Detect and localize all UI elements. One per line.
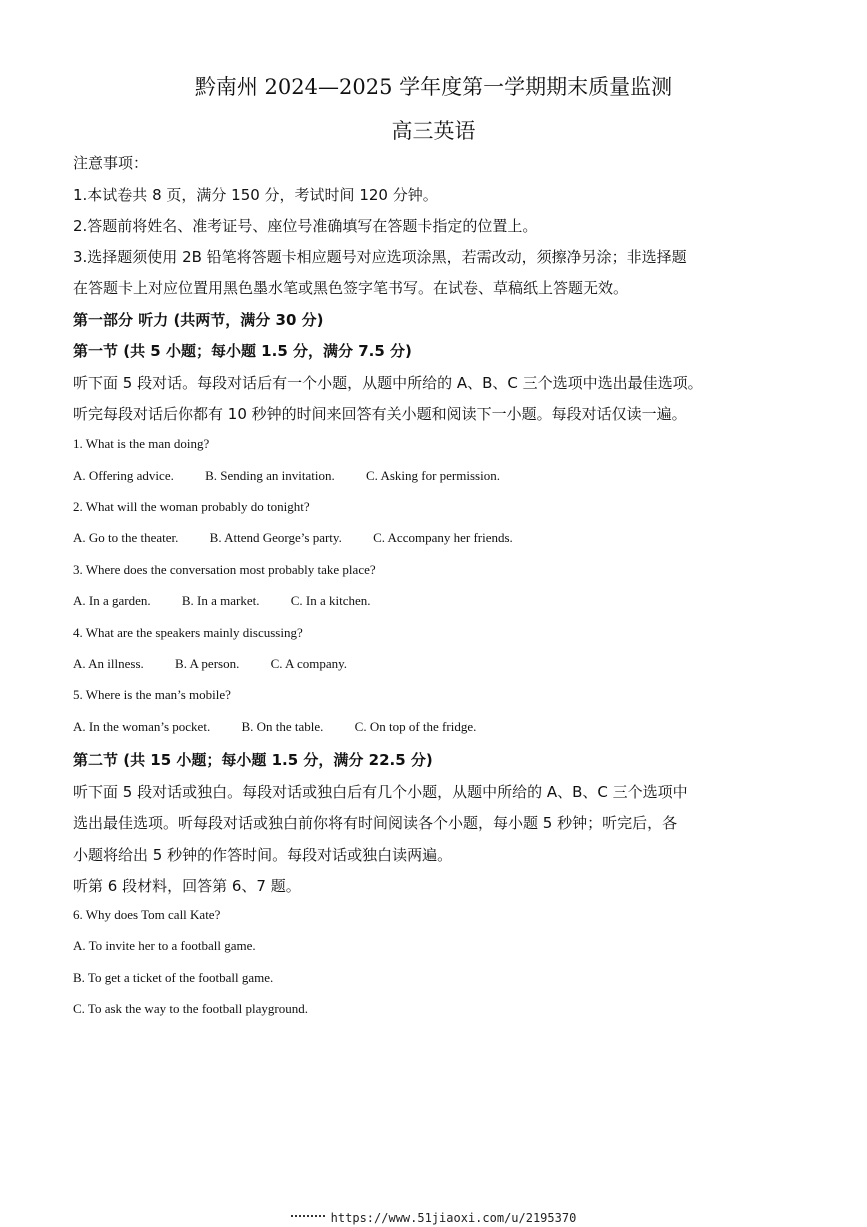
material-heading: 听第 6 段材料，回答第 6、7 题。	[73, 877, 301, 895]
option-a: A. Offering advice.	[73, 468, 174, 483]
option-a: A. In the woman’s pocket.	[73, 719, 211, 734]
section1-heading: 第一节 (共 5 小题；每小题 1.5 分，满分 7.5 分)	[73, 342, 412, 360]
question-5: 5. Where is the man’s mobile?	[73, 687, 231, 702]
option-c: C. Accompany her friends.	[373, 530, 513, 545]
option-c: C. In a kitchen.	[290, 593, 371, 608]
option-a: A. Go to the theater.	[73, 530, 179, 545]
section2-heading: 第二节 (共 15 小题；每小题 1.5 分，满分 22.5 分)	[73, 751, 433, 769]
exam-subject: 高三英语	[391, 119, 476, 143]
option-c: C. Asking for permission.	[365, 468, 500, 483]
question-5-options	[73, 719, 476, 735]
question-6: 6. Why does Tom call Kate?	[73, 907, 221, 922]
option-b: B. A person.	[175, 656, 240, 671]
exam-title: 黔南州 2024—2025 学年度第一学期期末质量监测	[194, 75, 673, 99]
question-3-options	[73, 593, 371, 609]
question-6-option-a: A. To invite her to a football game.	[73, 938, 256, 953]
section1-instruction-1: 听下面 5 段对话。每段对话后有一个小题，从题中所给的 A、B、C 三个选项中选出最佳选项。	[73, 374, 703, 392]
notice-heading: 注意事项：	[73, 154, 149, 172]
option-a: A. An illness.	[73, 656, 144, 671]
question-6-option-c: C. To ask the way to the football playground.	[73, 1001, 308, 1016]
part1-heading: 第一部分 听力 (共两节，满分 30 分)	[73, 311, 324, 329]
footer	[0, 1211, 867, 1225]
question-6-option-b: B. To get a ticket of the football game.	[73, 970, 274, 985]
notice-item-1: 1.本试卷共 8 页，满分 150 分，考试时间 120 分钟。	[73, 186, 438, 204]
option-c: C. On top of the fridge.	[354, 719, 477, 734]
watermark-icon	[291, 1215, 325, 1222]
notice-item-3-cont: 在答题卡上对应位置用黑色墨水笔或黑色签字笔书写。在试卷、草稿纸上答题无效。	[73, 279, 629, 297]
question-3: 3. Where does the conversation most probably take place?	[73, 562, 376, 577]
option-b: B. In a market.	[181, 593, 260, 608]
question-1: 1. What is the man doing?	[73, 436, 210, 451]
option-b: B. Attend George’s party.	[209, 530, 342, 545]
option-a: A. In a garden.	[73, 593, 151, 608]
notice-item-2: 2.答题前将姓名、准考证号、座位号准确填写在答题卡指定的位置上。	[73, 217, 538, 235]
option-b: B. On the table.	[241, 719, 324, 734]
section2-instruction-2: 选出最佳选项。听每段对话或独白前你将有时间阅读各个小题，每小题 5 秒钟；听完后，各	[73, 814, 678, 832]
section2-instruction-3: 小题将给出 5 秒钟的作答时间。每段对话或独白读两遍。	[73, 846, 453, 864]
notice-item-3: 3.选择题须使用 2B 铅笔将答题卡相应题号对应选项涂黑，若需改动，须擦净另涂；非选择题	[73, 248, 687, 266]
question-4: 4. What are the speakers mainly discussing?	[73, 625, 303, 640]
question-2-options	[73, 530, 513, 546]
section2-instruction-1: 听下面 5 段对话或独白。每段对话或独白后有几个小题，从题中所给的 A、B、C 三个选项中	[73, 783, 688, 801]
question-1-options	[73, 468, 500, 484]
footer-url[interactable]: https://www.51jiaoxi.com/u/2195370	[330, 1211, 577, 1225]
question-4-options	[73, 656, 347, 672]
option-b: B. Sending an invitation.	[205, 468, 335, 483]
option-c: C. A company.	[270, 656, 348, 671]
section1-instruction-2: 听完每段对话后你都有 10 秒钟的时间来回答有关小题和阅读下一小题。每段对话仅读一遍。	[73, 405, 687, 423]
question-2: 2. What will the woman probably do tonight?	[73, 499, 310, 514]
